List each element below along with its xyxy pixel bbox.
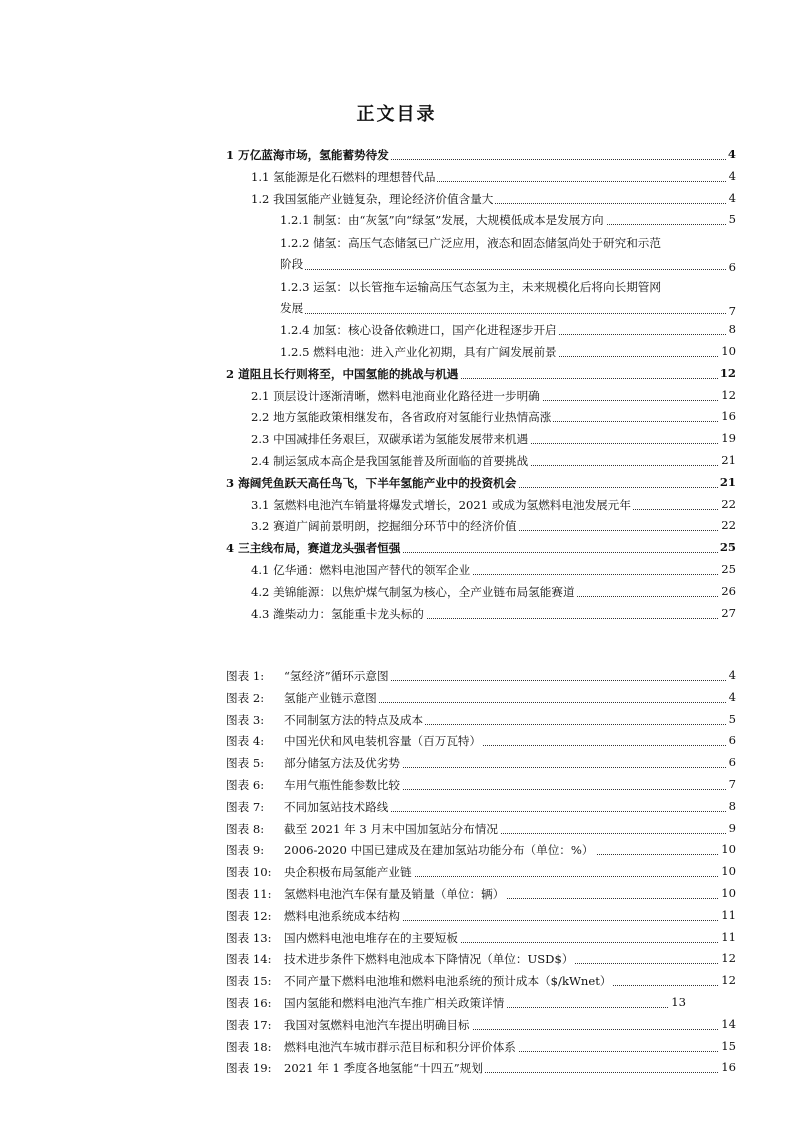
toc-entry[interactable] (226, 144, 736, 166)
toc-entry-text: 2 道阻且长行则将至，中国氢能的挑战与机遇 (226, 366, 459, 381)
figure-entry[interactable] (226, 883, 736, 905)
figure-label: 图表 2: (226, 690, 268, 706)
figure-page-number: 4 (728, 689, 736, 704)
figure-page-number: 10 (721, 842, 736, 857)
figure-title: 氢能产业链示意图 (284, 690, 377, 705)
figure-entry[interactable] (226, 948, 736, 970)
figure-label: 图表 10: (226, 864, 276, 880)
toc-entry-text: 4 三主线布局，赛道龙头强者恒强 (226, 541, 401, 556)
toc-entry-text: 1.2.1 制氢：由“灰氢”向“绿氢”发展，大规模低成本是发展方向 (280, 213, 604, 228)
toc-entry[interactable] (226, 581, 736, 603)
figure-page-number: 6 (728, 755, 736, 770)
figure-page-number: 14 (721, 1016, 736, 1031)
figure-title: 不同制氢方法的特点及成本 (284, 712, 424, 727)
figure-label: 图表 1: (226, 668, 268, 684)
figure-entry[interactable] (226, 687, 736, 709)
toc-entry-text: 3 海阔凭鱼跃天高任鸟飞，下半年氢能产业中的投资机会 (226, 475, 517, 490)
figure-list (226, 665, 736, 1079)
figure-entry[interactable] (226, 1036, 736, 1058)
figure-entry[interactable] (226, 970, 736, 992)
figure-entry[interactable] (226, 927, 736, 949)
figure-page-number: 10 (721, 864, 736, 879)
figure-page-number: 7 (728, 776, 736, 791)
figure-label: 图表 4: (226, 733, 268, 749)
toc-entry-text: 4.1 亿华通：燃料电池国产替代的领军企业 (251, 562, 471, 577)
figure-label: 图表 13: (226, 930, 276, 946)
figure-page-number: 12 (721, 973, 736, 988)
figure-entry[interactable] (226, 861, 736, 883)
toc-page-number: 12 (721, 387, 736, 402)
figure-title: “氢经济”循环示意图 (284, 669, 389, 683)
figure-title: 车用气瓶性能参数比较 (284, 777, 400, 792)
figure-title: 氢燃料电池汽车保有量及销量（单位：辆） (284, 886, 505, 901)
figure-page-number: 5 (728, 711, 736, 726)
toc-entry-text: 1.2.3 运氢：以长管拖车运输高压气态氢为主，未来规模化后将向长期管网 (280, 280, 661, 295)
toc-page-number: 27 (721, 605, 736, 620)
figure-title: 国内氢能和燃料电池汽车推广相关政策详情 (284, 995, 505, 1010)
toc-entry-text: 2.2 地方氢能政策相继发布，各省政府对氢能行业热情高涨 (251, 410, 552, 425)
toc-page-number: 21 (719, 474, 736, 489)
toc-entry[interactable] (226, 406, 736, 428)
toc-entry-text: 1 万亿蓝海市场，氢能蓄势待发 (226, 148, 389, 162)
figure-label: 图表 15: (226, 973, 276, 989)
figure-title: 截至 2021 年 3 月末中国加氢站分布情况 (284, 821, 498, 836)
toc-entry-text: 3.1 氢燃料电池汽车销量将爆发式增长，2021 或成为氢燃料电池发展元年 (251, 497, 631, 512)
figure-title: 燃料电池系统成本结构 (284, 908, 400, 923)
figure-entry[interactable] (226, 818, 736, 840)
figure-label: 图表 19: (226, 1060, 276, 1076)
toc-entry-text: 1.2.5 燃料电池：进入产业化初期，具有广阔发展前景 (280, 344, 557, 359)
toc-entry[interactable] (226, 209, 736, 231)
toc-page-number: 26 (721, 583, 736, 598)
toc-entry[interactable] (226, 341, 736, 363)
figure-page-number: 9 (728, 820, 736, 835)
figure-page-number: 8 (728, 798, 736, 813)
figure-title: 技术进步条件下燃料电池成本下降情况（单位：USD$） (284, 952, 574, 967)
figure-entry[interactable] (226, 839, 736, 861)
toc-entry-text: 2.3 中国减排任务艰巨，双碳承诺为氢能发展带来机遇 (251, 432, 529, 447)
figure-entry[interactable] (226, 730, 736, 752)
toc-page-number: 22 (721, 518, 736, 533)
toc-entry-text: 4.3 潍柴动力：氢能重卡龙头标的 (251, 606, 424, 621)
toc-entry-continuation: 发展 (280, 301, 304, 316)
figure-label: 图表 11: (226, 886, 276, 902)
figure-entry[interactable] (226, 992, 736, 1014)
toc-entry[interactable] (226, 472, 736, 494)
figure-label: 图表 6: (226, 777, 268, 793)
toc-entry[interactable] (226, 603, 736, 625)
toc-page-number: 25 (719, 540, 736, 555)
toc-page-number: 7 (728, 304, 736, 319)
figure-entry[interactable] (226, 1057, 736, 1079)
toc-entry-text: 1.2 我国氢能产业链复杂，理论经济价值含量大 (251, 191, 494, 206)
toc-entry[interactable] (226, 363, 736, 385)
table-of-contents (226, 144, 736, 624)
figure-title: 2021 年 1 季度各地氢能“十四五”规划 (284, 1061, 483, 1076)
toc-entry[interactable] (226, 231, 736, 275)
toc-entry[interactable] (226, 537, 736, 559)
page-title: 正文目录 (356, 104, 437, 125)
toc-page-number: 8 (728, 322, 736, 337)
figure-label: 图表 9: (226, 842, 268, 858)
toc-entry-text: 1.1 氢能源是化石燃料的理想替代品 (251, 169, 436, 184)
figure-label: 图表 12: (226, 908, 276, 924)
figure-entry[interactable] (226, 796, 736, 818)
figure-page-number: 13 (671, 994, 686, 1009)
toc-page-number: 25 (721, 561, 736, 576)
toc-page-number: 16 (721, 409, 736, 424)
figure-entry[interactable] (226, 905, 736, 927)
figure-title: 不同加氢站技术路线 (284, 799, 389, 814)
toc-page-number: 4 (727, 147, 736, 161)
figure-entry[interactable] (226, 709, 736, 731)
toc-page-number: 12 (719, 365, 736, 380)
toc-entry[interactable] (226, 450, 736, 472)
toc-entry-text: 1.2.4 加氢：核心设备依赖进口，国产化进程逐步开启 (280, 323, 557, 338)
toc-page-number: 19 (721, 431, 736, 446)
figure-page-number: 10 (721, 885, 736, 900)
figure-label: 图表 18: (226, 1039, 276, 1055)
toc-page-number: 10 (721, 343, 736, 358)
figure-label: 图表 7: (226, 799, 268, 815)
figure-entry[interactable] (226, 752, 736, 774)
toc-entry-text: 3.2 赛道广阔前景明朗，挖掘细分环节中的经济价值 (251, 519, 517, 534)
toc-entry[interactable] (226, 188, 736, 210)
toc-entry[interactable] (226, 275, 736, 319)
toc-entry[interactable] (226, 385, 736, 407)
toc-entry[interactable] (226, 494, 736, 516)
toc-page-number: 22 (721, 496, 736, 511)
toc-entry[interactable] (226, 166, 736, 188)
figure-label: 图表 17: (226, 1017, 276, 1033)
figure-title: 中国光伏和风电装机容量（百万瓦特） (284, 734, 482, 749)
toc-entry-text: 4.2 美锦能源：以焦炉煤气制氢为核心，全产业链布局氢能赛道 (251, 584, 575, 599)
toc-entry-text: 1.2.2 储氢：高压气态储氢已广泛应用，液态和固态储氢尚处于研究和示范 (280, 236, 661, 251)
toc-entry-text: 2.1 顶层设计逐渐清晰，燃料电池商业化路径进一步明确 (251, 388, 540, 403)
figure-page-number: 11 (721, 929, 736, 944)
toc-page-number: 4 (728, 168, 736, 183)
toc-entry[interactable] (226, 559, 736, 581)
figure-title: 2006-2020 中国已建成及在建加氢站功能分布（单位：%） (284, 843, 594, 858)
toc-page-number: 5 (728, 212, 736, 227)
figure-label: 图表 16: (226, 995, 276, 1011)
figure-page-number: 16 (721, 1060, 736, 1075)
toc-entry-continuation: 阶段 (280, 257, 304, 272)
toc-entry[interactable] (226, 319, 736, 341)
figure-title: 我国对氢燃料电池汽车提出明确目标 (284, 1017, 470, 1032)
toc-page-number: 4 (728, 190, 736, 205)
figure-entry[interactable] (226, 774, 736, 796)
figure-title: 燃料电池汽车城市群示范目标和积分评价体系 (284, 1039, 516, 1054)
figure-label: 图表 3: (226, 712, 268, 728)
figure-page-number: 12 (721, 951, 736, 966)
toc-entry[interactable] (226, 428, 736, 450)
figure-label: 图表 5: (226, 755, 268, 771)
figure-page-number: 4 (728, 668, 736, 682)
toc-page-number: 6 (728, 260, 736, 275)
figure-label: 图表 8: (226, 821, 268, 837)
toc-entry[interactable] (226, 515, 736, 537)
figure-page-number: 11 (721, 907, 736, 922)
figure-title: 国内燃料电池电堆存在的主要短板 (284, 930, 458, 945)
figure-entry[interactable] (226, 1014, 736, 1036)
figure-label: 图表 14: (226, 951, 276, 967)
figure-title: 央企积极布局氢能产业链 (284, 865, 412, 880)
toc-entry-text: 2.4 制运氢成本高企是我国氢能普及所面临的首要挑战 (251, 453, 529, 468)
figure-page-number: 15 (721, 1038, 736, 1053)
toc-page-number: 21 (721, 452, 736, 467)
figure-page-number: 6 (728, 733, 736, 748)
figure-title: 不同产量下燃料电池堆和燃料电池系统的预计成本（$/kWnet） (284, 974, 612, 989)
figure-entry[interactable] (226, 665, 736, 687)
figure-title: 部分储氢方法及优劣势 (284, 756, 400, 771)
